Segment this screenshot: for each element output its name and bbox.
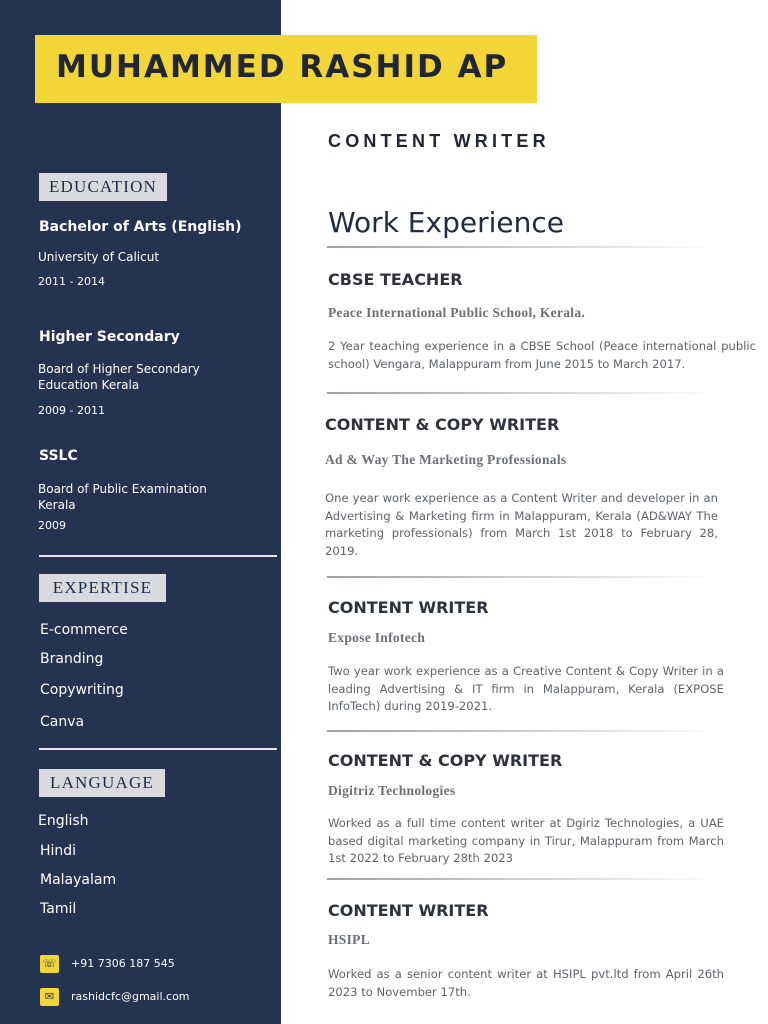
expertise-item: Branding [40, 651, 104, 667]
company-name: Expose Infotech [328, 630, 426, 645]
education-years: 2011 - 2014 [38, 275, 105, 288]
expertise-label: EXPERTISE [39, 574, 166, 602]
language-item: Tamil [40, 901, 77, 917]
phone-icon: ☏ [40, 955, 59, 973]
section-divider [327, 246, 702, 248]
language-item: Malayalam [40, 872, 117, 888]
section-divider [327, 730, 702, 732]
section-divider [327, 576, 702, 578]
expertise-item: Canva [40, 714, 85, 730]
name-banner [35, 35, 537, 103]
company-name: Ad & Way The Marketing Professionals [325, 452, 567, 467]
section-divider [327, 878, 702, 880]
language-item: Hindi [40, 843, 77, 859]
candidate-name: MUHAMMED RASHID AP [56, 49, 509, 85]
education-years: 2009 - 2011 [38, 404, 105, 417]
job-title: CBSE TEACHER [328, 270, 463, 289]
job-title: CONTENT & COPY WRITER [328, 751, 563, 770]
job-description: One year work experience as a Content Writer and developer in an Advertising & Marketing firm in Malappuram, Kerala (AD&WAY The marketing professionals) from March 1st 2018 to February 28, 2019. [325, 491, 718, 558]
sidebar-divider [39, 748, 277, 750]
job-title: CONTENT & COPY WRITER [325, 415, 560, 434]
education-degree: Bachelor of Arts (English) [39, 219, 242, 235]
work-experience-heading: Work Experience [328, 206, 564, 239]
education-institution: University of Calicut [38, 250, 160, 264]
company-name: HSIPL [328, 932, 371, 947]
phone-number[interactable]: +91 7306 187 545 [71, 957, 175, 970]
company-name: Digitriz Technologies [328, 783, 456, 798]
job-title: CONTENT WRITER [328, 598, 489, 617]
education-degree: Higher Secondary [39, 329, 180, 345]
envelope-icon: ✉ [40, 988, 59, 1006]
education-degree: SSLC [39, 448, 78, 464]
education-institution: Board of Public Examination Kerala [38, 482, 207, 512]
job-role: CONTENT WRITER [328, 131, 550, 151]
email-address[interactable]: rashidcfc@gmail.com [71, 990, 190, 1003]
section-divider [327, 392, 702, 394]
language-label: LANGUAGE [39, 769, 165, 797]
sidebar-divider [39, 555, 277, 557]
job-description: Worked as a full time content writer at Dgiriz Technologies, a UAE based digital marketing company in Tirur, Malappuram from March 1st 2022 to February 28th 2023 [328, 816, 724, 865]
education-label: EDUCATION [39, 173, 167, 201]
company-name: Peace International Public School, Kerala. [328, 305, 586, 320]
education-institution: Board of Higher Secondary Education Kerala [38, 362, 200, 392]
job-description: 2 Year teaching experience in a CBSE School (Peace international public school) Vengara, Malappuram from June 2015 to March 2017. [328, 339, 756, 371]
language-item: English [38, 813, 89, 829]
job-title: CONTENT WRITER [328, 901, 489, 920]
expertise-item: E-commerce [40, 622, 128, 638]
expertise-item: Copywriting [40, 682, 124, 698]
job-description: Two year work experience as a Creative Content & Copy Writer in a leading Advertising & IT firm in Malappuram, Kerala (EXPOSE InfoTech) during 2019-2021. [328, 664, 724, 713]
job-description: Worked as a senior content writer at HSIPL pvt.ltd from April 26th 2023 to November 17th. [328, 967, 724, 999]
education-years: 2009 [38, 519, 66, 532]
